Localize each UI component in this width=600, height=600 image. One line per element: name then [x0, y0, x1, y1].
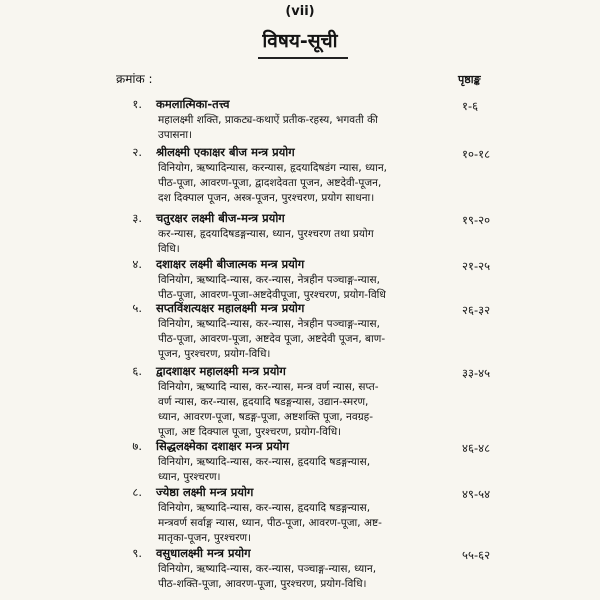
entry-number: ५. — [132, 301, 142, 315]
entry-description — [158, 273, 403, 303]
description-line: पूजन, पुरश्चरण, प्रयोग-विधि। — [158, 348, 271, 360]
description-line: विधि। — [158, 243, 180, 255]
description-line: मन्त्रवर्ण सर्वाङ्ग न्यास, ध्यान, पीठ-पूजा, आवरण-पूजा, अष्ट- — [158, 517, 382, 529]
description-line: मातृका-पूजन, पुरश्चरण। — [158, 532, 252, 544]
description-line: विनियोग, ऋष्यादिन्यास, करन्यास, हृदयादिषडंग न्यास, ध्यान, — [158, 162, 388, 174]
entry-title: ज्येष्ठा लक्ष्मी मन्त्र प्रयोग — [156, 485, 254, 499]
entry-pages: २६-३२ — [462, 303, 491, 317]
entry-title: चतुरक्षर लक्ष्मी बीज-मन्त्र प्रयोग — [156, 211, 285, 225]
entry-description — [158, 317, 403, 362]
entry-number: ६. — [132, 364, 142, 378]
entry-title: सिद्धलक्ष्मेका दशाक्षर मन्त्र प्रयोग — [156, 439, 290, 453]
entry-number: ३. — [132, 211, 142, 225]
entry-pages: ५५-६२ — [462, 548, 491, 562]
page-number-header: पृष्ठाङ्क — [458, 73, 481, 86]
entry-title: श्रीलक्ष्मी एकाक्षर बीज मन्त्र प्रयोग — [156, 145, 295, 159]
description-line: विनियोग, ऋष्यादि-न्यास, कर-न्यास, पञ्चाङ्ग-न्यास, ध्यान, — [158, 563, 377, 575]
entry-title: द्वादशाक्षर महालक्ष्मी मन्त्र प्रयोग — [156, 364, 286, 378]
entry-pages: ४६-४८ — [462, 441, 491, 455]
description-line: पीठ-पूजा, आवरण-पूजा, द्वादशदेवता पूजन, अष्टदेवी-पूजन, — [158, 177, 382, 189]
entry-description — [158, 161, 403, 206]
description-line: विनियोग, ऋष्यादि-न्यास, कर-न्यास, हृदयादि षडङ्गन्यास, — [158, 456, 371, 468]
entry-description — [158, 562, 403, 592]
entry-number: १. — [132, 97, 142, 111]
entry-pages: ४९-५४ — [462, 487, 491, 501]
page-title: विषय-सूची — [262, 30, 338, 52]
entry-pages: ३३-४५ — [462, 366, 491, 380]
description-line: पूजा, अष्ट दिक्पाल पूजा, पुरश्चरण, प्रयोग-विधि। — [158, 426, 342, 438]
description-line: विनियोग, ऋष्यादि न्यास, कर-न्यास, मन्त्र वर्ण न्यास, सप्त- — [158, 381, 379, 393]
description-line: पीठ-शक्ति-पूजा, आवरण-पूजा, पुरश्चरण, प्रयोग-विधि। — [158, 578, 367, 590]
description-line: पीठ-पूजा, आवरण-पूजा-अष्टदेवीपूजा, पुरश्चरण, प्रयोग-विधि — [158, 289, 386, 301]
description-line: पीठ-पूजा, आवरण-पूजा, अष्टदेव पूजा, अष्टदेवी पूजन, बाण- — [158, 333, 386, 345]
entry-description — [158, 113, 403, 143]
entry-title: दशाक्षर लक्ष्मी बीजात्मक मन्त्र प्रयोग — [156, 257, 305, 271]
description-line: विनियोग, ऋष्यादि-न्यास, कर-न्यास, नेत्रहीन पञ्चाङ्ग-न्यास, — [158, 274, 380, 286]
entry-pages: १९-२० — [462, 213, 491, 227]
entry-number: २. — [132, 145, 142, 159]
page-number: (vii) — [285, 4, 315, 19]
entry-pages: १०-१८ — [462, 147, 491, 161]
description-line: महालक्ष्मी शक्ति, प्राकट्य-कथाऐं प्रतीक-रहस्य, भगवती की — [158, 114, 378, 126]
entry-description — [158, 227, 403, 257]
description-line: ध्यान, पुरश्चरण। — [158, 471, 221, 483]
entry-number: ७. — [132, 439, 142, 453]
entry-pages: २१-२५ — [462, 259, 491, 273]
description-line: ध्यान, आवरण-पूजा, षडङ्ग-पूजा, अष्टशक्ति पूजा, नवग्रह- — [158, 411, 373, 423]
entry-number: ४. — [132, 257, 142, 271]
description-line: कर-न्यास, हृदयादिषडङ्गन्यास, ध्यान, पुरश्चरण तथा प्रयोग — [158, 228, 374, 240]
serial-number-header: क्रमांक : — [116, 72, 153, 86]
entry-title: सप्तविंशत्यक्षर महालक्ष्मी मन्त्र प्रयोग — [156, 301, 305, 315]
entry-description — [158, 455, 403, 485]
description-line: उपासना। — [158, 129, 193, 141]
entry-number: ९. — [132, 546, 142, 560]
description-line: विनियोग, ऋष्यादि-न्यास, कर-न्यास, नेत्रहीन पञ्चाङ्ग-न्यास, — [158, 318, 380, 330]
description-line: वर्ण न्यास, कर-न्यास, हृदयादि षडङ्गन्यास, उद्यान-स्मरण, — [158, 396, 369, 408]
description-line: दश दिक्पाल पूजन, अस्त्र-पूजन, पुरश्चरण, प्रयोग साधना। — [158, 192, 375, 204]
description-line: विनियोग, ऋष्यादि-न्यास, कर-न्यास, हृदयादि षडङ्गन्यास, — [158, 502, 371, 514]
entry-pages: १-६ — [462, 99, 479, 113]
entry-title: कमलात्मिका-तत्त्व — [156, 97, 230, 111]
entry-number: ८. — [132, 485, 142, 499]
entry-description — [158, 501, 403, 546]
title-underline — [258, 57, 348, 59]
entry-description — [158, 380, 403, 440]
entry-title: वसुधालक्ष्मी मन्त्र प्रयोग — [156, 546, 251, 560]
